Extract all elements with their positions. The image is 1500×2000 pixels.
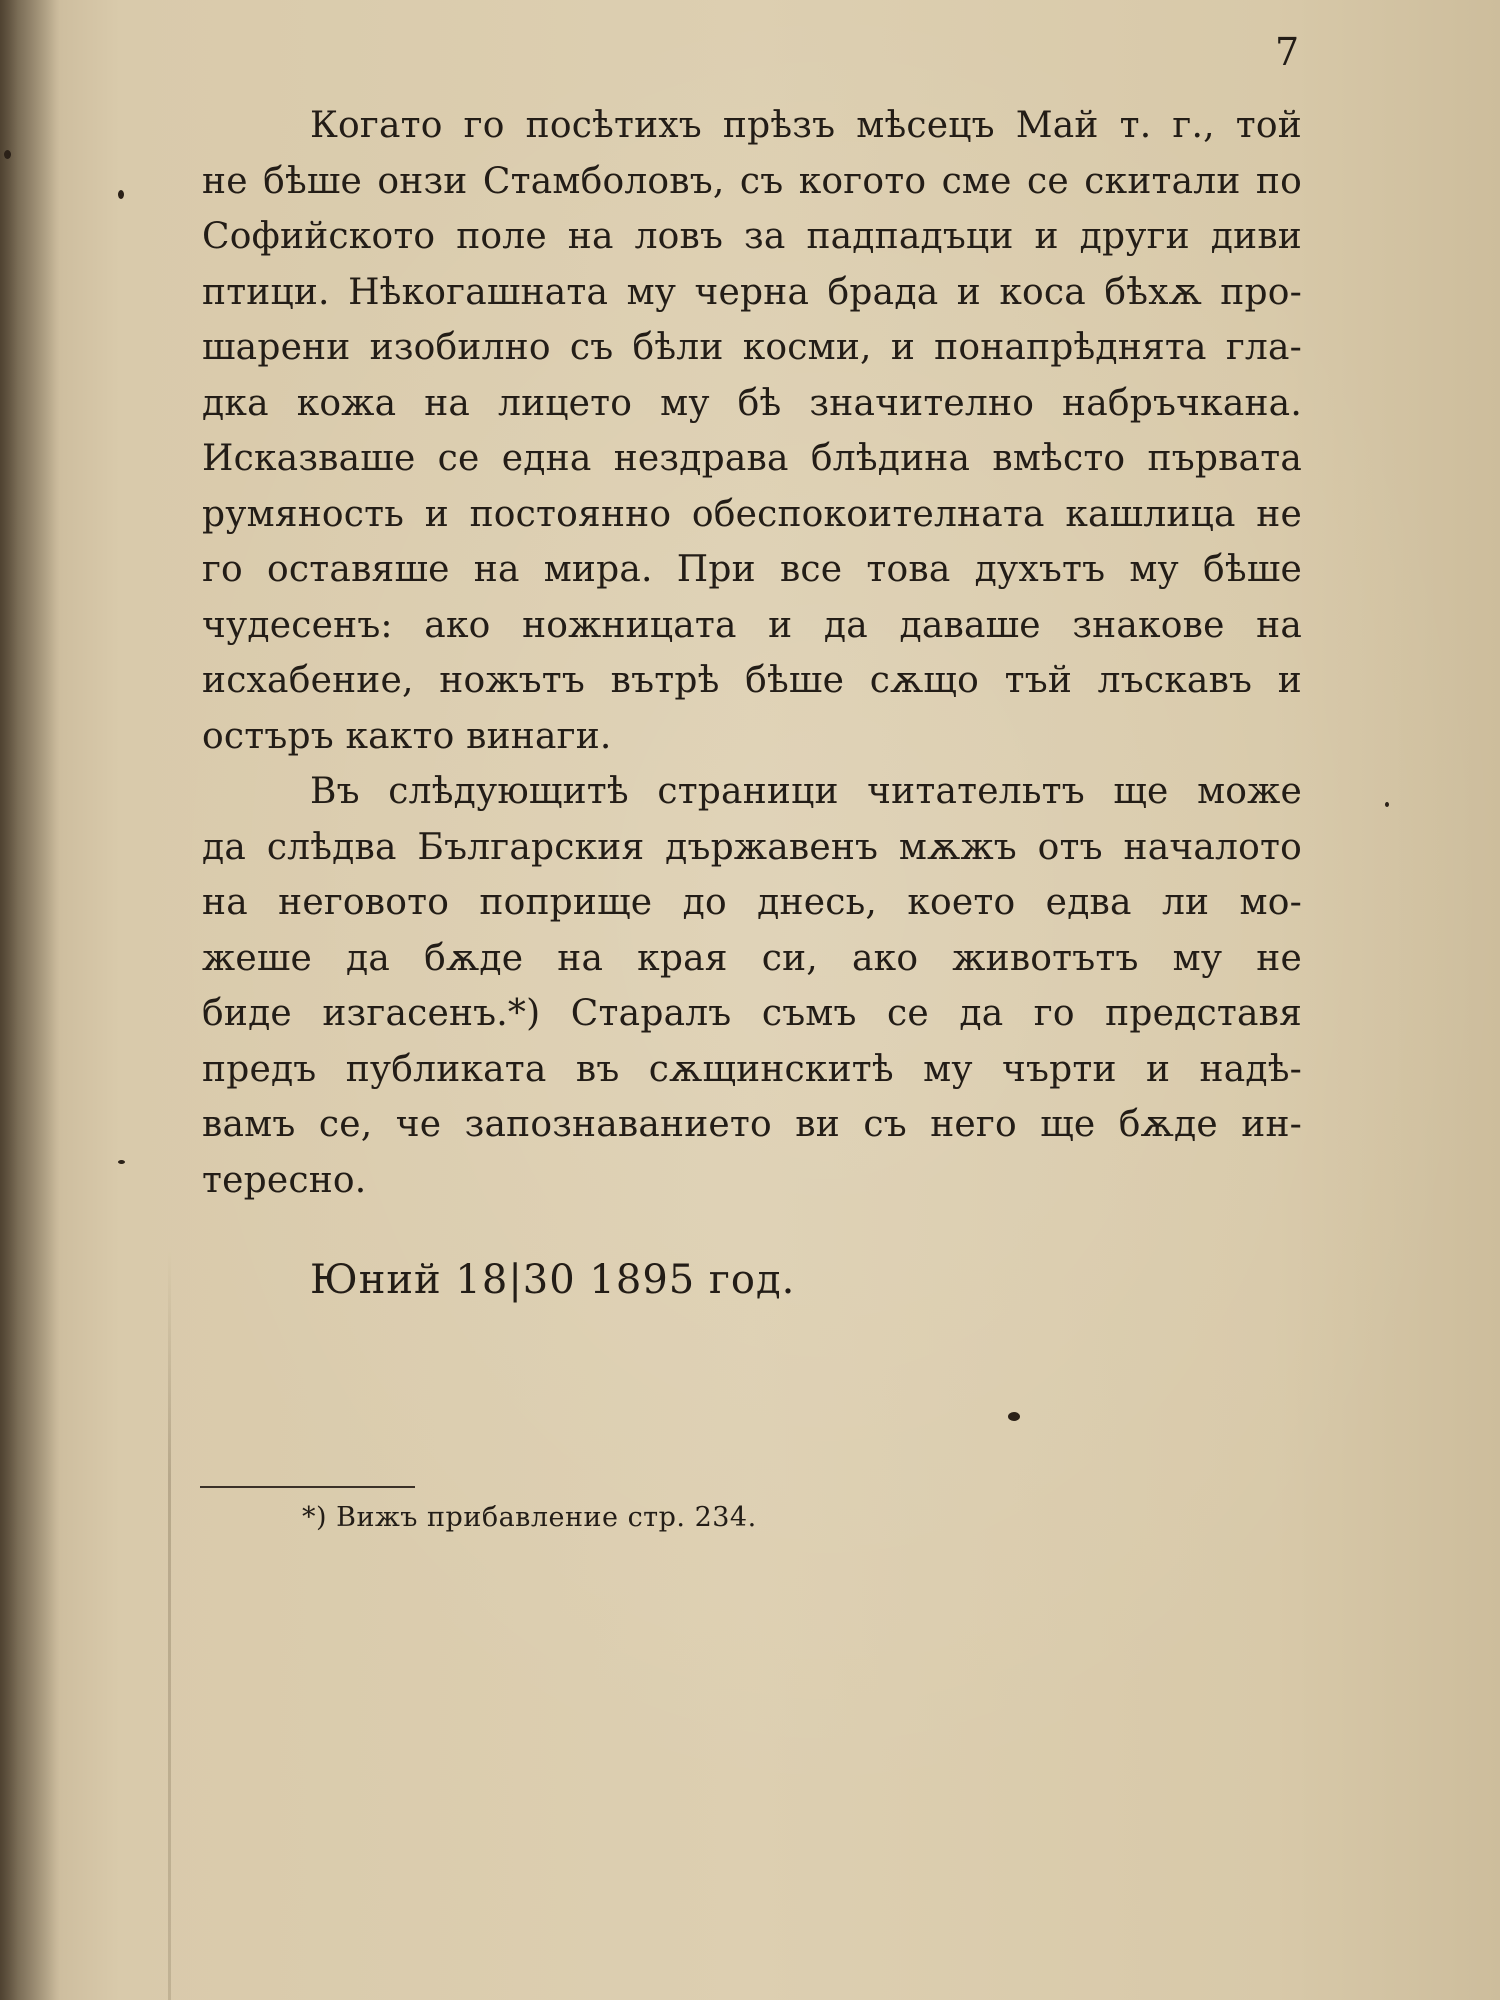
paragraph-1 [202, 98, 1302, 764]
ink-speck [4, 150, 11, 159]
text-line: птици. Нѣкогашната му черна брада и коса бѣхѫ про- [202, 271, 1302, 313]
text-line: не бѣше онзи Стамболовъ, съ когото сме се скитали по [202, 160, 1302, 202]
text-line: румяность и постоянно обеспокоителната кашлица не [202, 493, 1302, 535]
footnote-rule [200, 1486, 415, 1488]
ink-speck [1385, 802, 1389, 807]
gutter-fold [168, 1250, 171, 2000]
body-text [202, 98, 1302, 1208]
text-line: предъ публиката въ сѫщинскитѣ му чърти и надѣ- [202, 1048, 1302, 1090]
gutter-shadow [0, 0, 60, 2000]
text-line: го оставяше на мира. При все това духътъ му бѣше [202, 549, 1302, 590]
text-line: Исказваше се една нездрава блѣдина вмѣсто първата [202, 438, 1302, 479]
ink-speck [118, 1160, 125, 1164]
ink-speck [1008, 1412, 1020, 1421]
text-line: тересно. [202, 1159, 367, 1201]
text-line: Софийското поле на ловъ за падпадъци и други диви [202, 216, 1302, 257]
ink-speck [118, 190, 124, 199]
text-line: на неговото поприще до днесь, което едва ли мо- [202, 882, 1302, 923]
text-line: жеше да бѫде на края си, ако животътъ му не [202, 937, 1302, 979]
paragraph-2 [202, 764, 1302, 1208]
page-number: 7 [1275, 30, 1300, 74]
text-line: исхабение, ножътъ вътрѣ бѣше сѫщо тъй лъскавъ и [202, 660, 1302, 701]
date-line: Юний 18|30 1895 год. [310, 1257, 796, 1303]
text-line: биде изгасенъ.*) Старалъ съмъ се да го представя [202, 993, 1302, 1034]
text-line: дка кожа на лицето му бѣ значително набръчкана. [202, 382, 1302, 424]
text-line: вамъ се, че запознаванието ви съ него ще бѫде ин- [202, 1104, 1302, 1145]
text-line: Въ слѣдующитѣ страници читательтъ ще може [310, 771, 1302, 812]
text-line: шарени изобилно съ бѣли косми, и понапрѣднята гла- [202, 327, 1302, 368]
text-line: Когато го посѣтихъ прѣзъ мѣсецъ Май т. г., той [310, 105, 1302, 146]
text-line: чудесенъ: ако ножницата и да даваше знакове на [202, 604, 1302, 646]
text-line: да слѣдва Българския държавенъ мѫжъ отъ началото [202, 826, 1302, 868]
text-line: остъръ както винаги. [202, 715, 612, 757]
footnote: *) Вижъ прибавление стр. 234. [302, 1502, 757, 1533]
